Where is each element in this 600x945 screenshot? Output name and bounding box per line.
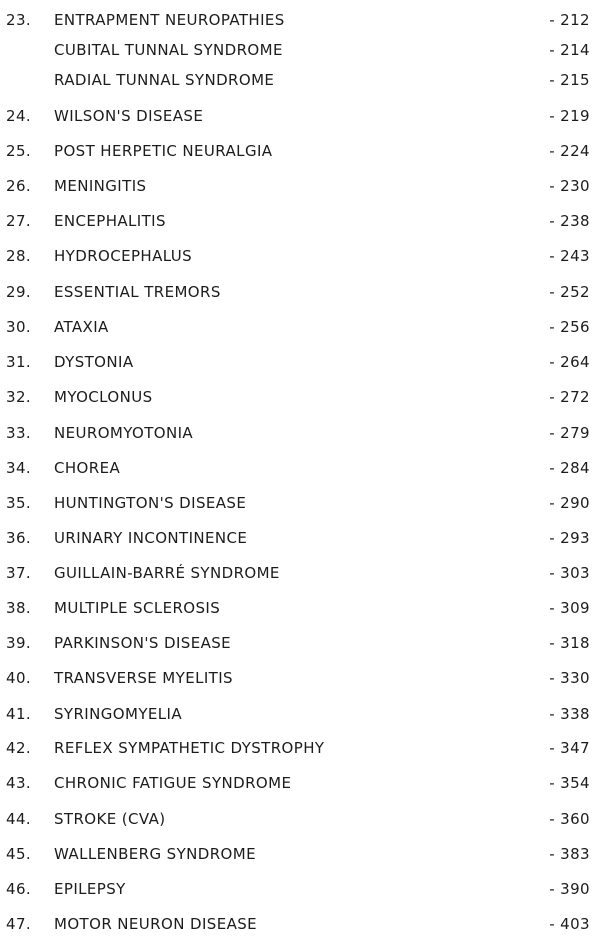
entry-number: 31. bbox=[6, 353, 32, 371]
entry-page: - 272 bbox=[549, 388, 590, 406]
entry-number: 29. bbox=[6, 283, 32, 301]
entry-page: - 238 bbox=[549, 212, 590, 230]
toc-entry-30 bbox=[0, 315, 600, 339]
entry-title: DYSTONIA bbox=[54, 353, 134, 371]
entry-page: - 318 bbox=[549, 634, 590, 652]
entry-page: - 256 bbox=[549, 318, 590, 336]
toc-entry-35 bbox=[0, 491, 600, 515]
toc-entry-28 bbox=[0, 244, 600, 268]
entry-page: - 383 bbox=[549, 845, 590, 863]
toc-entry-43 bbox=[0, 771, 600, 795]
toc-entry-38 bbox=[0, 596, 600, 620]
toc-entry-41 bbox=[0, 702, 600, 726]
entry-page: - 403 bbox=[549, 915, 590, 933]
entry-title: MENINGITIS bbox=[54, 177, 147, 195]
toc-entry-42 bbox=[0, 736, 600, 760]
entry-number: 34. bbox=[6, 459, 32, 477]
entry-page: - 347 bbox=[549, 739, 590, 757]
entry-page: - 284 bbox=[549, 459, 590, 477]
entry-title: CUBITAL TUNNAL SYNDROME bbox=[54, 41, 283, 59]
entry-title: TRANSVERSE MYELITIS bbox=[54, 669, 233, 687]
entry-number: 33. bbox=[6, 424, 32, 442]
toc-subentry-radial bbox=[0, 68, 600, 92]
entry-page: - 338 bbox=[549, 705, 590, 723]
entry-page: - 243 bbox=[549, 247, 590, 265]
entry-number: 25. bbox=[6, 142, 32, 160]
entry-number: 42. bbox=[6, 739, 32, 757]
entry-page: - 224 bbox=[549, 142, 590, 160]
entry-title: NEUROMYOTONIA bbox=[54, 424, 194, 442]
entry-page: - 290 bbox=[549, 494, 590, 512]
entry-number: 26. bbox=[6, 177, 32, 195]
entry-title: MYOCLONUS bbox=[54, 388, 153, 406]
entry-number: 40. bbox=[6, 669, 32, 687]
toc-entry-46 bbox=[0, 877, 600, 901]
toc-entry-40 bbox=[0, 666, 600, 690]
entry-title: HYDROCEPHALUS bbox=[54, 247, 193, 265]
entry-number: 35. bbox=[6, 494, 32, 512]
entry-page: - 252 bbox=[549, 283, 590, 301]
entry-title: ENTRAPMENT NEUROPATHIES bbox=[54, 11, 285, 29]
toc-entry-27 bbox=[0, 209, 600, 233]
toc-entry-45 bbox=[0, 842, 600, 866]
entry-title: MOTOR NEURON DISEASE bbox=[54, 915, 258, 933]
entry-number: 23. bbox=[6, 11, 32, 29]
entry-title: EPILEPSY bbox=[54, 880, 126, 898]
entry-title: PARKINSON'S DISEASE bbox=[54, 634, 232, 652]
entry-number: 38. bbox=[6, 599, 32, 617]
entry-title: GUILLAIN-BARRÉ SYNDROME bbox=[54, 564, 280, 582]
entry-number: 28. bbox=[6, 247, 32, 265]
entry-number: 37. bbox=[6, 564, 32, 582]
entry-number: 32. bbox=[6, 388, 32, 406]
toc-entry-44 bbox=[0, 807, 600, 831]
entry-title: WILSON'S DISEASE bbox=[54, 107, 204, 125]
entry-number: 36. bbox=[6, 529, 32, 547]
entry-page: - 212 bbox=[549, 11, 590, 29]
entry-number: 44. bbox=[6, 810, 32, 828]
toc-entry-37 bbox=[0, 561, 600, 585]
toc-entry-24 bbox=[0, 104, 600, 128]
entry-number: 30. bbox=[6, 318, 32, 336]
entry-number: 46. bbox=[6, 880, 32, 898]
entry-number: 27. bbox=[6, 212, 32, 230]
entry-page: - 214 bbox=[549, 41, 590, 59]
entry-title: ENCEPHALITIS bbox=[54, 212, 166, 230]
entry-page: - 354 bbox=[549, 774, 590, 792]
entry-page: - 230 bbox=[549, 177, 590, 195]
toc-entry-47 bbox=[0, 912, 600, 936]
entry-page: - 215 bbox=[549, 71, 590, 89]
entry-number: 47. bbox=[6, 915, 32, 933]
entry-page: - 303 bbox=[549, 564, 590, 582]
entry-title: ATAXIA bbox=[54, 318, 109, 336]
entry-title: STROKE (CVA) bbox=[54, 810, 166, 828]
toc-entry-34 bbox=[0, 456, 600, 480]
entry-title: WALLENBERG SYNDROME bbox=[54, 845, 256, 863]
toc-entry-31 bbox=[0, 350, 600, 374]
entry-title: REFLEX SYMPATHETIC DYSTROPHY bbox=[54, 739, 325, 757]
toc-entry-33 bbox=[0, 421, 600, 445]
toc-entry-29 bbox=[0, 280, 600, 304]
toc-entry-25 bbox=[0, 139, 600, 163]
entry-page: - 219 bbox=[549, 107, 590, 125]
toc-entry-23 bbox=[0, 8, 600, 32]
entry-title: URINARY INCONTINENCE bbox=[54, 529, 248, 547]
toc-entry-32 bbox=[0, 385, 600, 409]
entry-page: - 264 bbox=[549, 353, 590, 371]
toc-subentry-cubital bbox=[0, 38, 600, 62]
entry-number: 39. bbox=[6, 634, 32, 652]
entry-number: 45. bbox=[6, 845, 32, 863]
toc-entry-36 bbox=[0, 526, 600, 550]
entry-number: 41. bbox=[6, 705, 32, 723]
entry-title: CHOREA bbox=[54, 459, 121, 477]
toc-entry-39 bbox=[0, 631, 600, 655]
toc-entry-26 bbox=[0, 174, 600, 198]
entry-title: HUNTINGTON'S DISEASE bbox=[54, 494, 247, 512]
entry-page: - 330 bbox=[549, 669, 590, 687]
entry-page: - 309 bbox=[549, 599, 590, 617]
entry-number: 43. bbox=[6, 774, 32, 792]
entry-title: CHRONIC FATIGUE SYNDROME bbox=[54, 774, 292, 792]
entry-page: - 293 bbox=[549, 529, 590, 547]
entry-title: SYRINGOMYELIA bbox=[54, 705, 183, 723]
entry-page: - 360 bbox=[549, 810, 590, 828]
entry-title: ESSENTIAL TREMORS bbox=[54, 283, 221, 301]
entry-title: MULTIPLE SCLEROSIS bbox=[54, 599, 221, 617]
entry-title: RADIAL TUNNAL SYNDROME bbox=[54, 71, 275, 89]
entry-number: 24. bbox=[6, 107, 32, 125]
entry-title: POST HERPETIC NEURALGIA bbox=[54, 142, 273, 160]
entry-page: - 279 bbox=[549, 424, 590, 442]
entry-page: - 390 bbox=[549, 880, 590, 898]
